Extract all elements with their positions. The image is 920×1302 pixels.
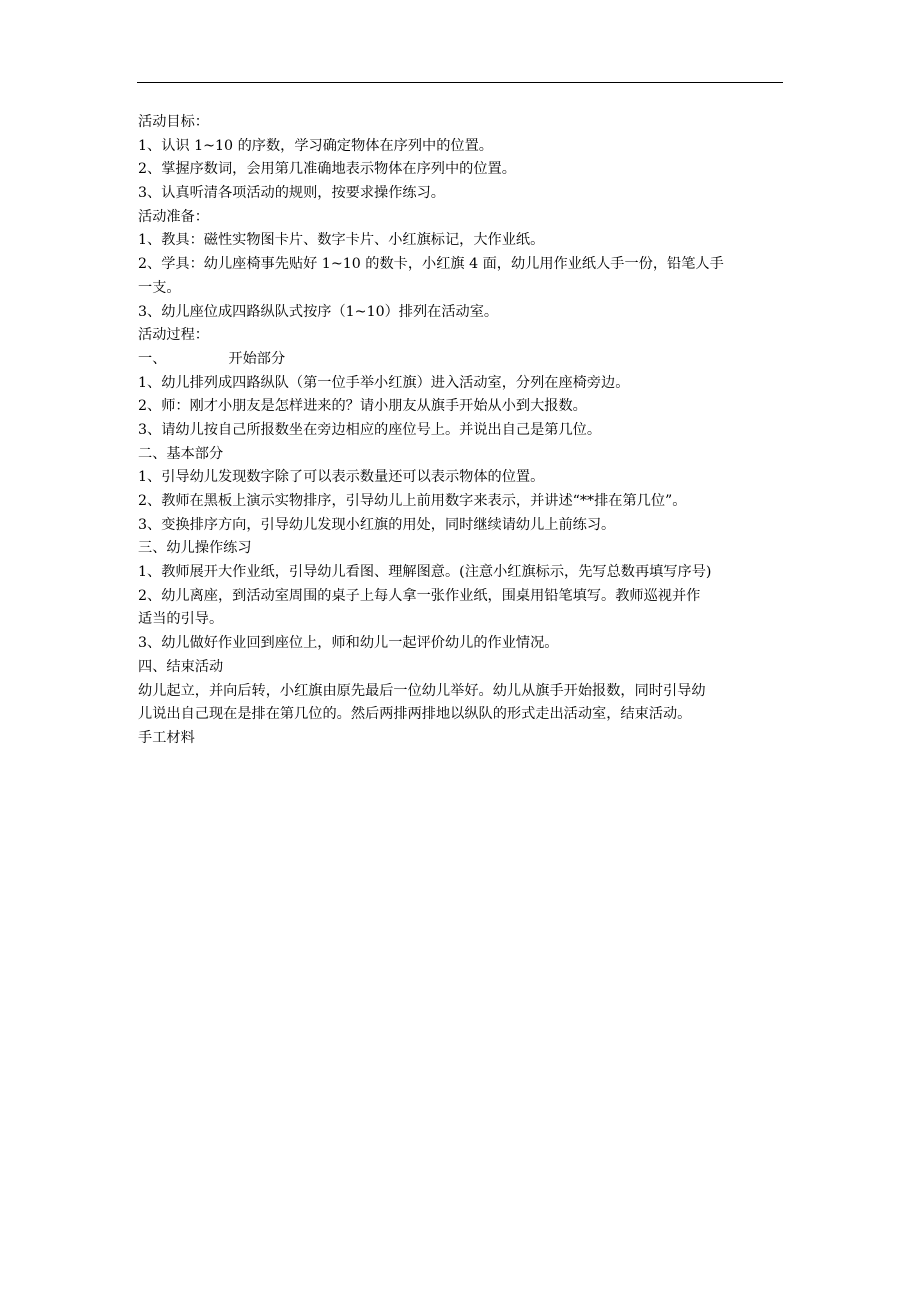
paragraph-line: 适当的引导。 bbox=[138, 611, 224, 628]
section-one-number: 一、 bbox=[138, 350, 167, 367]
paragraph-line: 1、教具：磁性实物图卡片、数字卡片、小红旗标记，大作业纸。 bbox=[138, 232, 545, 249]
paragraph-line: 3、幼儿做好作业回到座位上，师和幼儿一起评价幼儿的作业情况。 bbox=[138, 635, 559, 652]
heading-preparation: 活动准备： bbox=[138, 208, 209, 225]
section-three-heading: 三、幼儿操作练习 bbox=[138, 540, 252, 557]
paragraph-line: 一支。 bbox=[138, 279, 181, 296]
paragraph-line: 3、认真听清各项活动的规则，按要求操作练习。 bbox=[138, 185, 445, 202]
heading-goals: 活动目标： bbox=[138, 114, 209, 130]
header-rule bbox=[137, 82, 783, 83]
paragraph-line: 1、教师展开大作业纸，引导幼儿看图、理解图意。(注意小红旗标示，先写总数再填写序号) bbox=[138, 564, 712, 581]
section-one-title: 开始部分 bbox=[228, 350, 286, 367]
paragraph-line: 儿说出自己现在是排在第几位的。然后两排两排地以纵队的形式走出活动室，结束活动。 bbox=[138, 706, 692, 723]
heading-process: 活动过程： bbox=[138, 327, 209, 344]
paragraph-line: 幼儿起立，并向后转，小红旗由原先最后一位幼儿举好。幼儿从旗手开始报数，同时引导幼 bbox=[138, 682, 706, 699]
paragraph-line: 2、师：刚才小朋友是怎样进来的？请小朋友从旗手开始从小到大报数。 bbox=[138, 398, 587, 415]
paragraph-line: 1、认识 1~10 的序数，学习确定物体在序列中的位置。 bbox=[138, 137, 493, 154]
paragraph-line: 3、请幼儿按自己所报数坐在旁边相应的座位号上。并说出自己是第几位。 bbox=[138, 421, 602, 438]
paragraph-line: 2、学具：幼儿座椅事先贴好 1~10 的数卡，小红旗 4 面，幼儿用作业纸人手一份，铅笔人手 bbox=[138, 256, 724, 273]
section-one-heading bbox=[138, 348, 788, 372]
paragraph-line: 3、变换排序方向，引导幼儿发现小红旗的用处，同时继续请幼儿上前练习。 bbox=[138, 516, 616, 533]
paragraph-line: 2、教师在黑板上演示实物排序，引导幼儿上前用数字来表示，并讲述“**排在第几位”。 bbox=[138, 493, 687, 509]
paragraph-line: 2、幼儿离座，到活动室周围的桌子上每人拿一张作业纸，围桌用铅笔填写。教师巡视并作 bbox=[138, 587, 701, 604]
paragraph-line: 1、引导幼儿发现数字除了可以表示数量还可以表示物体的位置。 bbox=[138, 469, 545, 486]
footer-label: 手工材料 bbox=[138, 729, 195, 746]
section-four-heading: 四、结束活动 bbox=[138, 658, 224, 675]
document-body bbox=[138, 111, 788, 751]
paragraph-line: 2、掌握序数词，会用第几准确地表示物体在序列中的位置。 bbox=[138, 161, 516, 178]
paragraph-line: 1、幼儿排列成四路纵队（第一位手举小红旗）进入活动室，分列在座椅旁边。 bbox=[138, 374, 630, 391]
section-two-heading: 二、基本部分 bbox=[138, 445, 224, 462]
paragraph-line: 3、幼儿座位成四路纵队式按序（1~10）排列在活动室。 bbox=[138, 303, 499, 320]
